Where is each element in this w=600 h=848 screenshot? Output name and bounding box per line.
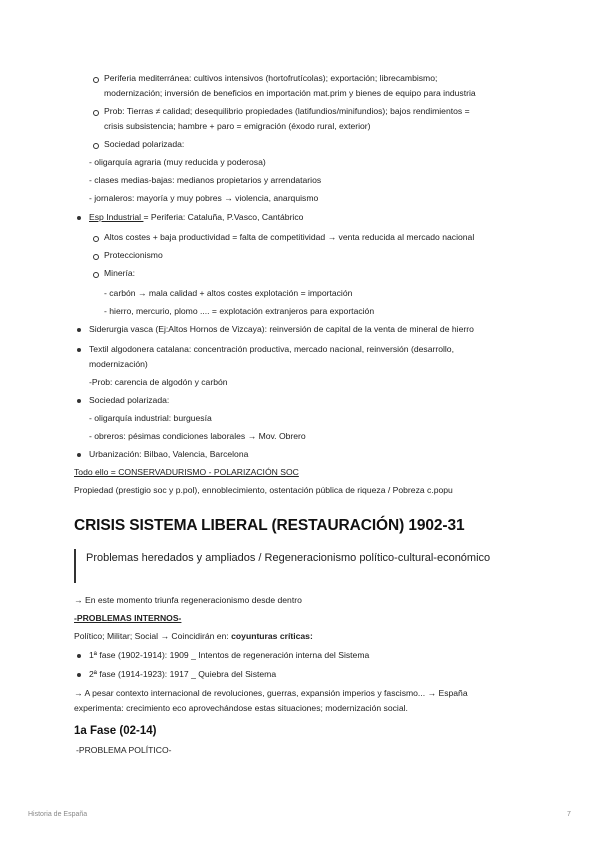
text-line: -PROBLEMAS INTERNOS- [74,613,182,623]
bullet-circle [93,272,99,278]
bullet-dot [77,399,81,403]
text-line: modernización; inversión de beneficios en importación mat.prim y bienes de equipo para industria [104,88,476,98]
subheading-text: -PROBLEMA POLÍTICO- [76,745,172,755]
text-line [74,631,313,642]
bullet-dot [77,453,81,457]
esp-industrial-text: = Periferia: Cataluña, P.Vasco, Cantábrico [143,212,304,222]
bullet-dot [77,348,81,352]
text-line: Periferia mediterránea: cultivos intensivos (hortofrutícolas); exportación; librecambismo; [104,73,438,83]
text-line: Proteccionismo [104,250,163,260]
text-line: - clases medias-bajas: medianos propietarios y arrendatarios [89,175,322,185]
text-line: Sociedad polarizada: [89,395,170,405]
bullet-dot [77,216,81,220]
text-line: - jornaleros: mayoría y muy pobres → violencia, anarquismo [89,193,319,203]
text-line: Todo ello = CONSERVADURISMO - POLARIZACIÓN SOC [74,467,299,477]
page-number: 7 [567,811,571,818]
text-line: 1ª fase (1902-1914): 1909 _ Intentos de regeneración interna del Sistema [89,650,370,660]
esp-industrial-label: Esp Industrial [89,212,144,222]
text-line: → En este momento triunfa regeneracionismo desde dentro [74,595,302,605]
text-line: Urbanización: Bilbao, Valencia, Barcelona [89,449,249,459]
quote-text: Problemas heredados y ampliados / Regeneracionismo político-cultural-económico [86,552,491,564]
text-line: Prob: Tierras ≠ calidad; desequilibrio propiedades (latifundios/minifundios); bajos rendimientos = [104,106,470,116]
text-line: crisis subsistencia; hambre + paro = emigración (éxodo rural, exterior) [104,121,371,131]
bullet-dot [77,673,81,677]
text-line: Altos costes + baja productividad = falta de competitividad → venta reducida al mercado nacional [104,232,475,242]
text-line: - obreros: pésimas condiciones laborales → Mov. Obrero [89,431,306,441]
text-line: - oligarquía agraria (muy reducida y poderosa) [89,157,266,167]
text-line [89,212,303,223]
bullet-circle [93,77,99,83]
text-line: Siderurgia vasca (Ej:Altos Hornos de Vizcaya): reinversión de capital de la venta de mineral de hierro [89,324,474,334]
bullet-circle [93,236,99,242]
text-line: → A pesar contexto internacional de revoluciones, guerras, expansión imperios y fascismo... → España [74,688,468,698]
text-line: experimenta: crecimiento eco aprovechándose estas situaciones; modernización social. [74,703,408,713]
text-line: -Prob: carencia de algodón y carbón [89,377,228,387]
text-line: 2ª fase (1914-1923): 1917 _ Quiebra del Sistema [89,669,277,679]
subsection-heading: 1a Fase (02-14) [74,725,157,737]
bullet-circle [93,143,99,149]
quote-bar [74,549,76,583]
bullet-dot [77,328,81,332]
text-line: - hierro, mercurio, plomo .... = explotación extranjeros para exportación [104,306,375,316]
bullet-circle [93,254,99,260]
footer-title: Historia de España [28,811,88,818]
text-line: Textil algodonera catalana: concentración productiva, mercado nacional, reinversión (desarrollo, [89,344,454,354]
text-line: - carbón → mala calidad + altos costes explotación = importación [104,288,353,298]
bullet-circle [93,110,99,116]
text-line: - oligarquía industrial: burguesía [89,413,212,423]
text-line: Sociedad polarizada: [104,139,185,149]
text-part-bold: coyunturas críticas: [231,631,313,641]
bullet-dot [77,654,81,658]
text-line: Propiedad (prestigio soc y p.pol), ennoblecimiento, ostentación pública de riqueza / Pobreza c.popu [74,485,453,495]
text-line: modernización) [89,359,148,369]
text-line: Minería: [104,268,136,278]
section-heading: CRISIS SISTEMA LIBERAL (RESTAURACIÓN) 1902-31 [74,517,465,534]
text-part: Político; Militar; Social → Coincidirán en: [74,631,232,641]
